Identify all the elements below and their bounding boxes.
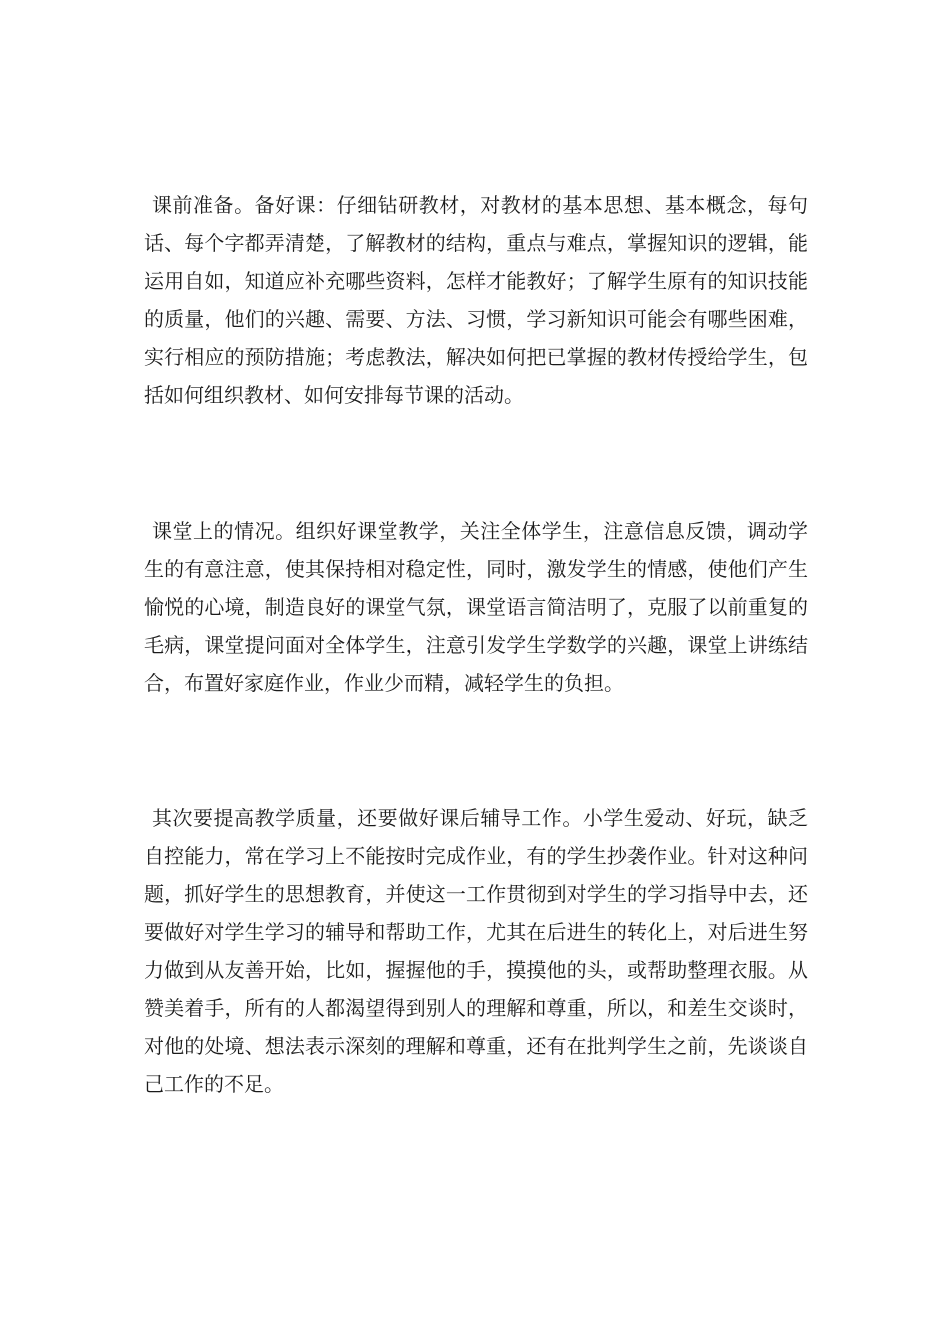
paragraph-lesson-preparation: 课前准备。备好课：仔细钻研教材，对教材的基本思想、基本概念，每句话、每个字都弄清楚，了解教材的结构，重点与难点，掌握知识的逻辑，能运用自如，知道应补充哪些资料，怎样才能教好；了解学生原有的知识技能的质量，他们的兴趣、需要、方法、习惯，学习新知识可能会有哪些困难，实行相应的预防措施；考虑教法，解决如何把已掌握的教材传授给学生，包括如何组织教材、如何安排每节课的活动。 — [144, 193, 808, 407]
paragraph-classroom-situation: 课堂上的情况。组织好课堂教学，关注全体学生，注意信息反馈，调动学生的有意注意，使其保持相对稳定性，同时，激发学生的情感，使他们产生愉悦的心境，制造良好的课堂气氛，课堂语言简洁明了，克服了以前重复的毛病，课堂提问面对全体学生，注意引发学生学数学的兴趣，课堂上讲练结合，布置好家庭作业，作业少而精，减轻学生的负担。 — [144, 519, 808, 695]
paragraph-after-class-tutoring: 其次要提高教学质量，还要做好课后辅导工作。小学生爱动、好玩，缺乏自控能力，常在学习上不能按时完成作业，有的学生抄袭作业。针对这种问题，抓好学生的思想教育，并使这一工作贯彻到对学生的学习指导中去，还要做好对学生学习的辅导和帮助工作，尤其在后进生的转化上，对后进生努力做到从友善开始，比如，握握他的手，摸摸他的头，或帮助整理衣服。从赞美着手，所有的人都渴望得到别人的理解和尊重，所以，和差生交谈时，对他的处境、想法表示深刻的理解和尊重，还有在批判学生之前，先谈谈自己工作的不足。 — [144, 806, 808, 1096]
